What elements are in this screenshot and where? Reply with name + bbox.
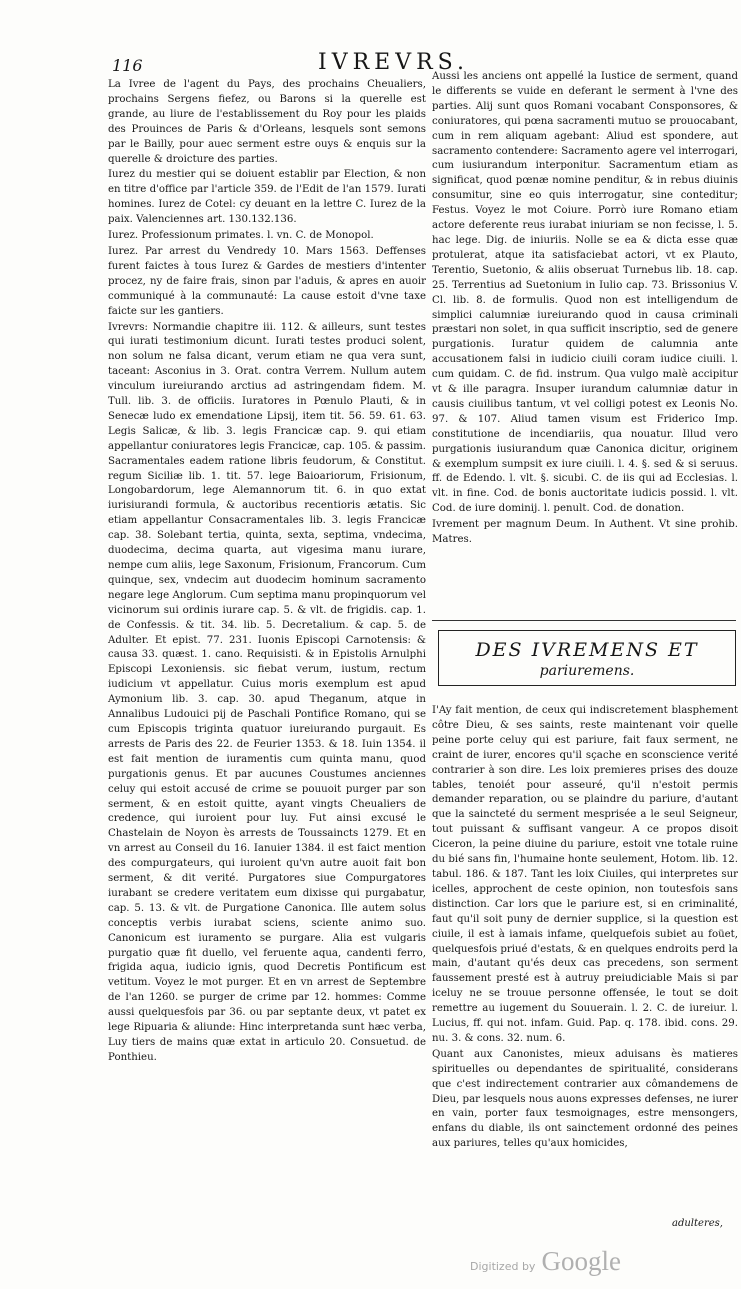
paragraph: Ivrevrs: Normandie chapitre iii. 112. & ailleurs, sunt testes qui iurati testimonium dicunt. Iurati testes produci solent, non solum ne falsa dicant, verum etiam ne qua vera sunt, taceant: Asconius in 3. Orat. contra Verrem. Nullum autem vinculum iureiurando arctius ad astringendam fidem. M. Tull. lib. 3. de officiis. Iuratores in Pœnulo Plauti, & in Senecæ ludo ex emendatione Lipsij, item tit. 56. 59. 61. 63. Legis Salicæ, & lib. 3. legis Francicæ cap. 9. qui etiam appellantur coniuratores legis Francicæ, cap. 105. & passim. Sacramentales eadem ratione libris feudorum, & Constitut. regum Siciliæ lib. 1. tit. 57. lege Baioariorum, Frisionum, Longobardorum, lege Alemannorum tit. 6. in quo extat iurisiurandi formula, & auctoribus recentioris ætatis. Sic etiam appellantur Consacramentales lib. 3. legis Francicæ cap. 38. Solebant tertia, quinta, sexta, septima, vndecima, duodecima, decima quarta, aut vigesima manu iurare, nempe cum aliis, lege Saxonum, Frisionum, Francorum. Cum quinque, sex, vndecim aut duodecim hominum sacramento negare lege Anglorum. Cum septima manu propinquorum vel vicinorum sui ordinis iurare cap. 5. & vlt. de frigidis. cap. 1. de Confessis. & tit. 34. lib. 5. Decretalium. & cap. 5. de Adulter. Et epist. 77. 231. Iuonis Episcopi Carnotensis: & causa 33. quæst. 1. cano. Requisisti. & in Epistolis Arnulphi Episcopi Lexoniensis. sic fiebat verum, iustum, rectum iudicium vt appellatur. Cuius moris exemplum est apud Aymonium lib. 3. cap. 30. apud Theganum, atque in Annalibus Ludouici pij de Paschali Pontifice Romano, qui se cum Episcopis triginta quatuor iureiurando purgauit. Es arrests de Paris des 22. de Feurier 1353. & 18. Iuin 1354. il est fait mention de iuramentis cum quinta manu, quod purgationis genus. Et par aucunes Coustumes anciennes celuy qui estoit accusé de crime se pouuoit purger par son serment, & en estoit quitte, ayant vingts Cheualiers de credence, qui iuroient pour luy. Fut ainsi excusé le Chastelain de Noyon ès arrests de Toussaincts 1279. Et en vn arrest au Conseil du 16. Ianuier 1384. il est faict mention des compurgateurs, qui iuroient qu'vn autre auoit fait bon serment, & dit verité. Purgatores siue Compurgatores iurabant se credere veritatem eum dixisse qui purgabatur, cap. 5. 13. & vlt. de Purgatione Canonica. Ille autem solus conceptis verbis iurabat sciens, sciente animo suo. Canonicum est iuramento se purgare. Alia est vulgaris purgatio quæ fit duello, vel feruente aqua, candenti ferro, frigida aqua, iudicio ignis, quod Decretis Pontificum est vetitum. Voyez le mot purger. Et en vn arrest de Septembre de l'an 1260. se purger de crime par 12. hommes: Comme aussi quelquesfois par 36. ou par septante deux, vt patet ex lege Ripuaria & aliunde: Hinc interpretanda sunt hæc verba, Luy tiers de mains quæ extat in articulo 20. Consuetud. de Ponthieu.	[108, 321, 426, 1063]
paragraph: Quant aux Canonistes, mieux aduisans ès matieres spirituelles ou dependantes de spiritualité, considerans que c'est indirectement contrarier aux cômandemens de Dieu, par lesquels nous auons expresses defenses, ne iurer en vain, porter faux tesmoignages, estre mensongers, enfans du diable, ils ont sainctement ordonné des peines aux pariures, telles qu'aux homicides,	[432, 1048, 738, 1150]
paragraph: Aussi les anciens ont appellé la Iustice de serment, quand le differents se vuide en deferant le serment à l'vne des parties. Alij sunt quos Romani vocabant Consponsores, & coniuratores, qui pœna sacramenti mutuo se prouocabant, cum in rem aliquam agebant: Aliud est spondere, aut sacramento contendere: Sacramento agere vel interrogari, cum iusiurandum interponitur. Sacramentum etiam as significat, quod pœnæ nomine penditur, & in rebus diuinis consumitur, sine eo quis interrogatur, sine conteditur; Festus. Voyez le mot Coiure. Porrò iure Romano etiam actore deferente reus iurabat iniuriam se non fecisse, l. 5. hac lege. Dig. de iniuriis. Nolle se ea & dicta esse quæ protulerat, atque ita satisfaciebat actori, vt ex Plauto, Terentio, Suetonio, & aliis obseruat Turnebus lib. 18. cap. 25. Terrentius ad Suetonium in Iulio cap. 73. Brissonius V. Cl. lib. 8. de formulis. Quod non est intelligendum de simplici calumniæ iureiurando quod in causa criminali præstari non solet, in qua sufficit inscriptio, sed de genere purgationis. Iuratur quidem de calumnia ante accusationem falsi in iudicio ciuili coram iudice ciuili. l. cum quidam. C. de fid. instrum. Qua vulgo malè accipitur vt & ille paragra. Insuper iurandum calumniæ datur in causis ciuilibus tantum, vt vel colligi potest ex Leonis No. 97. & 107. Aliud tamen visum est Friderico Imp. constitutione de incendiariis, qua nouatur. Illud vero purgationis iusiurandum quæ Canonica dicitur, originem & exemplum sumpsit ex iure ciuili. l. 4. §. sed & si seruus. ff. de Edendo. l. vlt. §. sicubi. C. de iis qui ad Ecclesias. l. vlt. in fine. Cod. de bonis auctoritate iudicis possid. l. vlt. Cod. de iure dominij. l. penult. Cod. de donation.	[432, 71, 738, 515]
catchword: adulteres,	[672, 1218, 723, 1229]
running-head: IVREVRS.	[318, 50, 469, 75]
section-title: DES IVREMENS ET	[475, 639, 699, 661]
page-number: 116	[112, 56, 143, 75]
paragraph: Ivrement per magnum Deum. In Authent. Vt sine prohib. Matres.	[432, 519, 738, 546]
paragraph: Iurez. Professionum primates. l. vn. C. de Monopol.	[108, 230, 374, 242]
section-subtitle: pariuremens.	[539, 663, 635, 679]
digitized-watermark	[470, 1246, 621, 1277]
google-logo: Google	[541, 1246, 621, 1276]
paragraph: I'Ay fait mention, de ceux qui indiscretement blasphement côtre Dieu, & ses saints, reste maintenant voir quelle peine porte celuy qui est pariure, fait faux serment, ne craint de iurer, encores qu'il sçache en sconscience verité contrarier à son dire. Les loix premieres prises des douze tables, tenoiét pour asseuré, qu'il n'estoit permis demander reparation, ou se plaindre du pariure, d'autant que la saincteté du serment mesprisée a le seul Seigneur, tout puissant & suffisant vangeur. A ce propos disoit Ciceron, la peine diuine du pariure, estoit vne totale ruine du bié sans fin, l'humaine honte seulement, Hotom. lib. 12. tabul. 186. & 187. Tant les loix Ciuiles, qui interpretes sur icelles, approchent de ceste opinion, non toutesfois sans distinction. Car lors que le pariure est, si en criminalité, faut qu'il soit puny de dernier supplice, si la question est ciuile, il est à iamais infame, quelquefois subiet au foüet, quelquesfois priué d'estats, & en quelques endroits perd la main, d'autant qu'és deux cas precedens, son serment faussement presté est à autruy preiudiciable Mais si par iceluy ne se trouue personne offensée, le tout se doit remettre au iugement du Souuerain. l. 2. C. de iureiur. l. Lucius, ff. qui not. infam. Guid. Pap. q. 178. ibid. cons. 29. nu. 3. & cons. 32. num. 6.	[432, 705, 738, 1044]
section-title-box	[438, 630, 736, 686]
paragraph: Iurez. Par arrest du Vendredy 10. Mars 1563. Deffenses furent faictes à tous Iurez & Gardes de mestiers d'intenter procez, ny de faire frais, sinon par l'aduis, & apres en auoir communiqué à la communauté: La cause estoit d'vne taxe faicte sur les gantiers.	[108, 245, 426, 317]
section-divider	[432, 620, 736, 621]
paragraph: La Ivree de l'agent du Pays, des prochains Cheualiers, prochains Sergens fiefez, ou Barons si la querelle est grande, au liure de l'establissement du Roy pour les plaids des Prouinces de Paris & d'Orleans, lesquels sont semons par le Bailly, pour auec serment estre ouys & enquis sur la querelle & droicture des parties.	[108, 79, 426, 165]
paragraph: Iurez du mestier qui se doiuent establir par Election, & non en titre d'office par l'article 359. de l'Edit de l'an 1579. Iurati homines. Iurez de Cotel: cy deuant en la lettre C. Iurez de la paix. Valenciennes art. 130.132.136.	[108, 169, 426, 226]
digitized-label: Digitized by	[470, 1260, 536, 1273]
section-body	[432, 704, 738, 1153]
left-column	[108, 78, 426, 1067]
right-column	[432, 70, 738, 549]
